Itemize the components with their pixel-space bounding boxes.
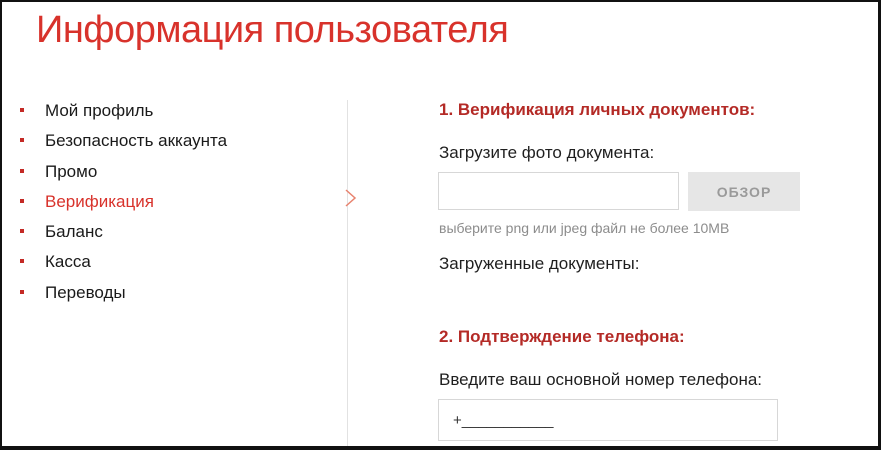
sidebar-item-label: Верификация (45, 191, 154, 211)
sidebar-item-balance[interactable] (16, 219, 227, 249)
phone-number-value: +___________ (453, 412, 554, 429)
sidebar-item-account-security[interactable] (16, 128, 227, 158)
bullet-icon (20, 290, 24, 294)
sidebar-item-label: Безопасность аккаунта (45, 131, 228, 151)
page-title: Информация пользователя (36, 9, 509, 51)
verification-section-title: 1. Верификация личных документов: (439, 100, 756, 119)
bullet-icon (20, 259, 24, 263)
sidebar-item-label: Мой профиль (45, 101, 154, 120)
profile-sidebar (16, 98, 227, 310)
phone-section-title: 2. Подтверждение телефона: (439, 327, 685, 346)
sidebar-item-label: Касса (45, 252, 91, 272)
browse-button[interactable]: ОБЗОР (688, 172, 800, 211)
file-format-hint: выберите png или jpeg файл не более 10MB (439, 220, 730, 236)
phone-number-label: Введите ваш основной номер телефона: (439, 370, 763, 389)
sidebar-item-verification[interactable] (16, 189, 227, 219)
sidebar-item-promo[interactable] (16, 159, 227, 189)
column-divider (347, 100, 348, 450)
sidebar-item-my-profile[interactable] (16, 98, 227, 128)
sidebar-item-transfers[interactable] (16, 280, 227, 310)
bullet-icon (20, 169, 24, 173)
sidebar-item-label: Промо (45, 161, 98, 181)
sidebar-item-label: Баланс (45, 222, 103, 242)
chevron-right-icon (340, 188, 360, 208)
phone-number-input[interactable] (438, 399, 778, 441)
bullet-icon (20, 138, 24, 142)
bullet-icon (20, 229, 24, 233)
bullet-icon (20, 108, 24, 112)
document-file-field[interactable] (438, 172, 679, 210)
sidebar-item-cashier[interactable] (16, 249, 227, 279)
upload-document-label: Загрузите фото документа: (439, 143, 655, 162)
bullet-icon (20, 199, 24, 203)
sidebar-item-label: Переводы (45, 282, 126, 302)
uploaded-documents-label: Загруженные документы: (439, 254, 640, 273)
